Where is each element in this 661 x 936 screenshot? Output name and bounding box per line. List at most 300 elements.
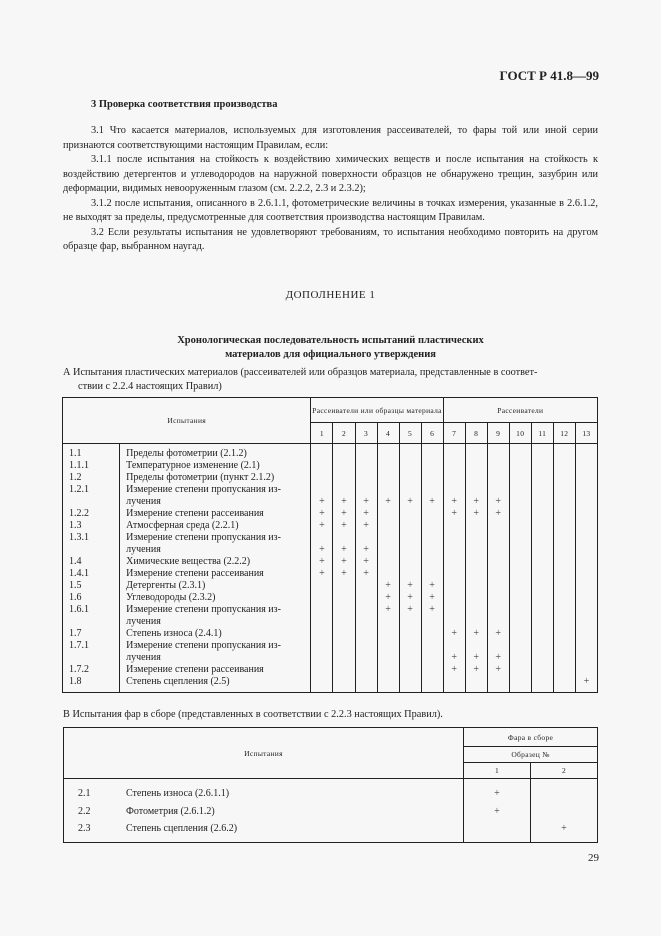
mark-cell-col-8	[465, 472, 487, 484]
plus-mark: +	[341, 556, 347, 567]
column-7: 7	[443, 423, 465, 444]
section-title: 3 Проверка соответствия производства	[91, 99, 278, 110]
empty-mark	[488, 448, 509, 460]
table-row	[63, 556, 598, 568]
empty-mark	[400, 472, 421, 484]
mark-cell-col-2	[333, 640, 355, 664]
mark-cell-col-1	[311, 532, 333, 556]
mark-cell-col-4	[377, 592, 399, 604]
mark-cell-col-9	[487, 556, 509, 568]
mark-cell-col-1	[311, 628, 333, 640]
test-number: 1.7.2	[63, 664, 120, 676]
empty-mark	[444, 448, 465, 460]
test-name-line: Измерение степени рассеивания	[126, 508, 264, 519]
mark-cell-col-7	[443, 664, 465, 676]
empty-mark	[532, 652, 553, 664]
mark-cell-col-3	[355, 532, 377, 556]
plus-mark: +	[341, 508, 347, 519]
mark-cell-col-2	[333, 604, 355, 628]
mark-cell-col-5	[399, 444, 421, 461]
empty-mark	[488, 472, 509, 484]
mark-cell-col-1	[311, 556, 333, 568]
mark-cell-col-12	[553, 520, 575, 532]
empty-mark	[400, 520, 421, 532]
mark-cell-col-10	[509, 520, 531, 532]
plus-mark: +	[319, 508, 325, 519]
mark-cell-col-5	[399, 676, 421, 693]
empty-mark	[378, 664, 399, 676]
empty-mark	[576, 532, 597, 544]
mark-cell-col-3	[355, 556, 377, 568]
empty-mark	[488, 616, 509, 628]
empty-mark	[554, 652, 575, 664]
plus-mark: +	[473, 628, 479, 639]
plus-mark: +	[495, 496, 502, 507]
paragraph-3-1: 3.1 Что касается материалов, используемых для изготовления рассеивателей, то фары той или иной серии признаются соответствующими настоящим Правилам, если:	[63, 125, 598, 151]
mark-cell-col-6	[421, 472, 443, 484]
empty-mark	[311, 460, 332, 472]
column-4: 4	[377, 423, 399, 444]
mark-cell-col-9	[487, 484, 509, 508]
table-title-line-2: материалов для официального утверждения	[225, 349, 436, 360]
empty-mark	[422, 544, 443, 556]
mark-cell-col-4	[377, 508, 399, 520]
empty-mark	[531, 803, 598, 821]
mark-cell-col-5	[399, 664, 421, 676]
plus-mark: +	[451, 496, 457, 507]
empty-mark	[378, 628, 399, 640]
mark-cell-col-12	[553, 664, 575, 676]
mark-cell-col-5	[399, 508, 421, 520]
mark-cell-col-11	[531, 444, 553, 461]
mark-cell-col-5	[399, 568, 421, 580]
empty-mark	[466, 640, 487, 652]
test-number: 1.7.1	[63, 640, 120, 664]
empty-mark	[532, 472, 553, 484]
mark-cell-col-8	[465, 460, 487, 472]
table-a-caption	[63, 366, 598, 394]
empty-mark	[311, 592, 332, 604]
mark-cell-col-10	[509, 508, 531, 520]
empty-mark	[576, 604, 597, 616]
table-b	[63, 727, 598, 843]
test-name-line: лучения	[126, 616, 161, 627]
mark-cell-col-2	[333, 676, 355, 693]
mark-cell-col-1	[311, 520, 333, 532]
empty-mark	[444, 556, 465, 568]
mark-cell-col-11	[531, 472, 553, 484]
empty-mark	[510, 508, 531, 520]
mark-cell-col-13	[575, 444, 597, 461]
mark-cell-col-4	[377, 484, 399, 508]
test-number: 1.4	[63, 556, 120, 568]
mark-cell-col-1	[311, 580, 333, 592]
column-6: 6	[421, 423, 443, 444]
plus-mark: +	[429, 592, 435, 603]
mark-cell-col-4	[377, 640, 399, 664]
empty-mark	[378, 616, 399, 628]
test-number: 1.4.1	[63, 568, 120, 580]
empty-mark	[510, 460, 531, 472]
mark-cell-col-13	[575, 604, 597, 628]
empty-mark	[466, 568, 487, 580]
mark-cell-col-5	[399, 628, 421, 640]
mark-cell-col-3	[355, 676, 377, 693]
empty-mark	[333, 664, 354, 676]
empty-mark	[333, 652, 354, 664]
plus-mark: +	[473, 664, 479, 675]
empty-mark	[576, 580, 597, 592]
empty-mark	[422, 472, 443, 484]
table-a-caption-line-1: А Испытания пластических материалов (рассеивателей или образцов материала, представленные в соответ-	[63, 367, 538, 378]
table-row	[63, 580, 598, 592]
empty-mark	[510, 616, 531, 628]
empty-mark	[532, 508, 553, 520]
empty-mark	[510, 664, 531, 676]
mark-cell-col-6	[421, 444, 443, 461]
mark-cell-col-12	[553, 640, 575, 664]
empty-mark	[422, 628, 443, 640]
mark-cell-col-9	[487, 664, 509, 676]
mark-cell-col-5	[399, 556, 421, 568]
empty-mark	[466, 532, 487, 544]
empty-mark	[554, 664, 575, 676]
mark-cell-col-1	[311, 640, 333, 664]
mark-cell-col-1	[311, 508, 333, 520]
empty-mark	[422, 652, 443, 664]
mark-cell-col-10	[509, 532, 531, 556]
mark-cell-col-8	[465, 664, 487, 676]
empty-mark	[488, 640, 509, 652]
empty-mark	[510, 580, 531, 592]
test-name	[120, 532, 311, 556]
header-sample-no: Образец №	[464, 747, 598, 763]
mark-cell-col-8	[465, 580, 487, 592]
empty-mark	[422, 532, 443, 544]
empty-mark	[554, 640, 575, 652]
plus-mark: +	[319, 568, 325, 579]
mark-cell-col-7	[443, 508, 465, 520]
plus-mark: +	[473, 496, 479, 507]
empty-mark	[311, 664, 332, 676]
empty-mark	[576, 544, 597, 556]
mark-cell-col-10	[509, 580, 531, 592]
table-row	[63, 460, 598, 472]
mark-cell-col-11	[531, 484, 553, 508]
plus-mark: +	[319, 496, 325, 507]
empty-mark	[333, 628, 354, 640]
empty-mark	[378, 460, 399, 472]
mark-cell-col-3	[355, 580, 377, 592]
mark-cell-col-10	[509, 604, 531, 628]
empty-mark	[356, 448, 377, 460]
mark-cell-col-3	[355, 640, 377, 664]
empty-mark	[576, 448, 597, 460]
empty-mark	[333, 592, 354, 604]
mark-cell-col-3	[355, 520, 377, 532]
test-name	[120, 604, 311, 628]
mark-cell-col-9	[487, 592, 509, 604]
mark-cell-col-11	[531, 604, 553, 628]
mark-cell-col-10	[509, 628, 531, 640]
mark-cell-col-2	[333, 580, 355, 592]
mark-cell-col-3	[355, 472, 377, 484]
empty-mark	[378, 472, 399, 484]
empty-mark	[333, 448, 354, 460]
mark-cell-col-8	[465, 508, 487, 520]
column-10: 10	[509, 423, 531, 444]
empty-mark	[576, 520, 597, 532]
empty-mark	[466, 460, 487, 472]
mark-cell-col-2	[333, 556, 355, 568]
mark-cell-col-13	[575, 508, 597, 520]
test-name-line: Степень сцепления (2.5)	[126, 676, 230, 687]
empty-mark	[532, 580, 553, 592]
empty-mark	[311, 616, 332, 628]
mark-cell-col-8	[465, 556, 487, 568]
plus-mark: +	[385, 496, 391, 507]
test-name	[120, 664, 311, 676]
empty-mark	[356, 604, 377, 616]
mark-cell-col-5	[399, 640, 421, 664]
mark-cell-col-7	[443, 676, 465, 693]
plus-mark: +	[451, 664, 457, 675]
empty-mark	[510, 520, 531, 532]
empty-mark	[400, 556, 421, 568]
plus-mark: +	[429, 496, 435, 507]
empty-mark	[532, 568, 553, 580]
empty-mark	[532, 616, 553, 628]
empty-mark	[400, 676, 421, 688]
mark-cell-col-4	[377, 628, 399, 640]
empty-mark	[444, 640, 465, 652]
mark-cell-col-2	[333, 532, 355, 556]
test-name	[120, 484, 311, 508]
mark-cell-col-6	[421, 604, 443, 628]
empty-mark	[333, 472, 354, 484]
column-12: 12	[553, 423, 575, 444]
mark-cell-col-3	[355, 484, 377, 508]
empty-mark	[356, 484, 377, 496]
table-b-caption: В Испытания фар в сборе (представленных в соответствии с 2.2.3 настоящих Правил).	[63, 709, 443, 720]
empty-mark	[488, 676, 509, 688]
empty-mark	[488, 604, 509, 616]
test-name-line: Пределы фотометрии (пункт 2.1.2)	[126, 472, 275, 483]
mark-cell-col-3	[355, 592, 377, 604]
empty-mark	[532, 592, 553, 604]
empty-mark	[333, 580, 354, 592]
plus-mark: +	[451, 652, 457, 663]
empty-mark	[576, 628, 597, 640]
empty-mark	[311, 640, 332, 652]
plus-mark: +	[429, 580, 435, 591]
plus-mark: +	[407, 496, 413, 507]
mark-cell-col-1	[311, 664, 333, 676]
test-name	[120, 444, 311, 461]
empty-mark	[510, 472, 531, 484]
empty-mark	[444, 520, 465, 532]
empty-mark	[532, 520, 553, 532]
mark-cell-col-4	[377, 568, 399, 580]
empty-mark	[311, 652, 332, 664]
empty-mark	[576, 616, 597, 628]
mark-cell-col-9	[487, 628, 509, 640]
table-title-line-1: Хронологическая последовательность испытаний пластических	[177, 335, 484, 346]
empty-mark	[488, 592, 509, 604]
header-group-lenses: Рассеиватели	[443, 398, 597, 423]
mark-cell-col-8	[465, 676, 487, 693]
plus-mark: +	[363, 544, 369, 555]
empty-mark	[532, 460, 553, 472]
mark-cell-col-6	[421, 568, 443, 580]
section-body	[63, 124, 598, 255]
mark-cell-col-11	[531, 664, 553, 676]
table-a-body	[63, 444, 598, 693]
empty-mark	[333, 604, 354, 616]
mark-cell-col-12	[553, 556, 575, 568]
empty-mark	[378, 448, 399, 460]
test-name	[120, 556, 311, 568]
mark-cell-col-6	[421, 592, 443, 604]
empty-mark	[488, 544, 509, 556]
empty-mark	[400, 652, 421, 664]
mark-cell-col-13	[575, 640, 597, 664]
plus-mark: +	[495, 628, 502, 639]
mark-cell-col-11	[531, 508, 553, 520]
mark-cell-col-10	[509, 664, 531, 676]
test-number: 1.3.1	[63, 532, 120, 556]
empty-mark	[510, 496, 531, 508]
test-name	[120, 568, 311, 580]
mark-cell-col-4	[377, 580, 399, 592]
empty-mark	[554, 604, 575, 616]
empty-mark	[532, 448, 553, 460]
empty-mark	[510, 592, 531, 604]
empty-mark	[356, 616, 377, 628]
test-name	[120, 628, 311, 640]
mark-cell-col-5	[399, 580, 421, 592]
test-name-line: Пределы фотометрии (2.1.2)	[126, 448, 247, 459]
header-tests: Испытания	[63, 398, 311, 444]
mark-cell-col-10	[509, 676, 531, 693]
mark-cell-col-13	[575, 676, 597, 693]
empty-mark	[466, 520, 487, 532]
empty-mark	[510, 652, 531, 664]
mark-cell-col-6	[421, 676, 443, 693]
empty-mark	[510, 484, 531, 496]
mark-cell-col-12	[553, 676, 575, 693]
empty-mark	[400, 508, 421, 520]
mark-cell-col-10	[509, 556, 531, 568]
empty-mark	[466, 472, 487, 484]
mark-cell-col-5	[399, 460, 421, 472]
plus-mark: +	[495, 508, 502, 519]
table-row	[64, 779, 598, 803]
mark-cell-col-10	[509, 472, 531, 484]
mark-cell-col-6	[421, 580, 443, 592]
test-number: 1.2	[63, 472, 120, 484]
mark-cell-col-1	[311, 676, 333, 693]
empty-mark	[554, 448, 575, 460]
mark-cell-col-8	[465, 592, 487, 604]
empty-mark	[466, 604, 487, 616]
empty-mark	[400, 664, 421, 676]
mark-cell-col-12	[553, 508, 575, 520]
empty-mark	[422, 676, 443, 688]
mark-cell-col-1	[311, 592, 333, 604]
mark-cell-col-13	[575, 520, 597, 532]
test-name-line: Измерение степени рассеивания	[126, 664, 264, 675]
mark-cell-col-7	[443, 472, 465, 484]
empty-mark	[400, 484, 421, 496]
empty-mark	[356, 640, 377, 652]
page-number: 29	[588, 852, 599, 864]
empty-mark	[400, 448, 421, 460]
header-group-lenses-or-samples: Рассеиватели или образцы материала	[311, 398, 443, 423]
plus-mark: +	[473, 508, 479, 519]
mark-cell-col-1	[311, 472, 333, 484]
mark-cell-col-4	[377, 520, 399, 532]
empty-mark	[333, 640, 354, 652]
plus-mark: +	[341, 544, 347, 555]
empty-mark	[488, 556, 509, 568]
mark-cell-col-4	[377, 604, 399, 628]
mark-cell-col-7	[443, 484, 465, 508]
mark-cell-col-10	[509, 444, 531, 461]
test-number: 1.7	[63, 628, 120, 640]
mark-cell-col-10	[509, 640, 531, 664]
table-row	[63, 532, 598, 556]
document-code: ГОСТ Р 41.8—99	[499, 68, 599, 83]
empty-mark	[311, 532, 332, 544]
mark-cell-col-7	[443, 460, 465, 472]
empty-mark	[576, 484, 597, 496]
mark-cell-col-8	[465, 604, 487, 628]
empty-mark	[576, 472, 597, 484]
mark-cell-col-8	[465, 484, 487, 508]
mark-cell-col-9	[487, 580, 509, 592]
mark-cell-col-12	[553, 444, 575, 461]
test-number: 1.8	[63, 676, 120, 693]
table-row	[63, 472, 598, 484]
empty-mark	[422, 508, 443, 520]
plus-mark: +	[583, 676, 590, 687]
plus-mark: +	[363, 556, 369, 567]
empty-mark	[554, 484, 575, 496]
mark-cell-col-13	[575, 556, 597, 568]
mark-cell-col-2	[333, 592, 355, 604]
empty-mark	[400, 544, 421, 556]
empty-mark	[488, 568, 509, 580]
mark-cell-col-2	[333, 484, 355, 508]
empty-mark	[333, 484, 354, 496]
empty-mark	[466, 616, 487, 628]
test-name-line: Степень износа (2.4.1)	[126, 628, 222, 639]
test-number: 2.3	[64, 820, 127, 842]
test-name	[120, 676, 311, 693]
empty-mark	[444, 568, 465, 580]
empty-mark	[444, 544, 465, 556]
mark-cell-col-1	[311, 460, 333, 472]
mark-cell-col-1	[311, 484, 333, 508]
mark-cell-col-7	[443, 628, 465, 640]
header-tests: Испытания	[64, 728, 464, 779]
empty-mark	[311, 448, 332, 460]
empty-mark	[333, 460, 354, 472]
test-name	[120, 640, 311, 664]
empty-mark	[400, 628, 421, 640]
mark-cell-col-10	[509, 592, 531, 604]
